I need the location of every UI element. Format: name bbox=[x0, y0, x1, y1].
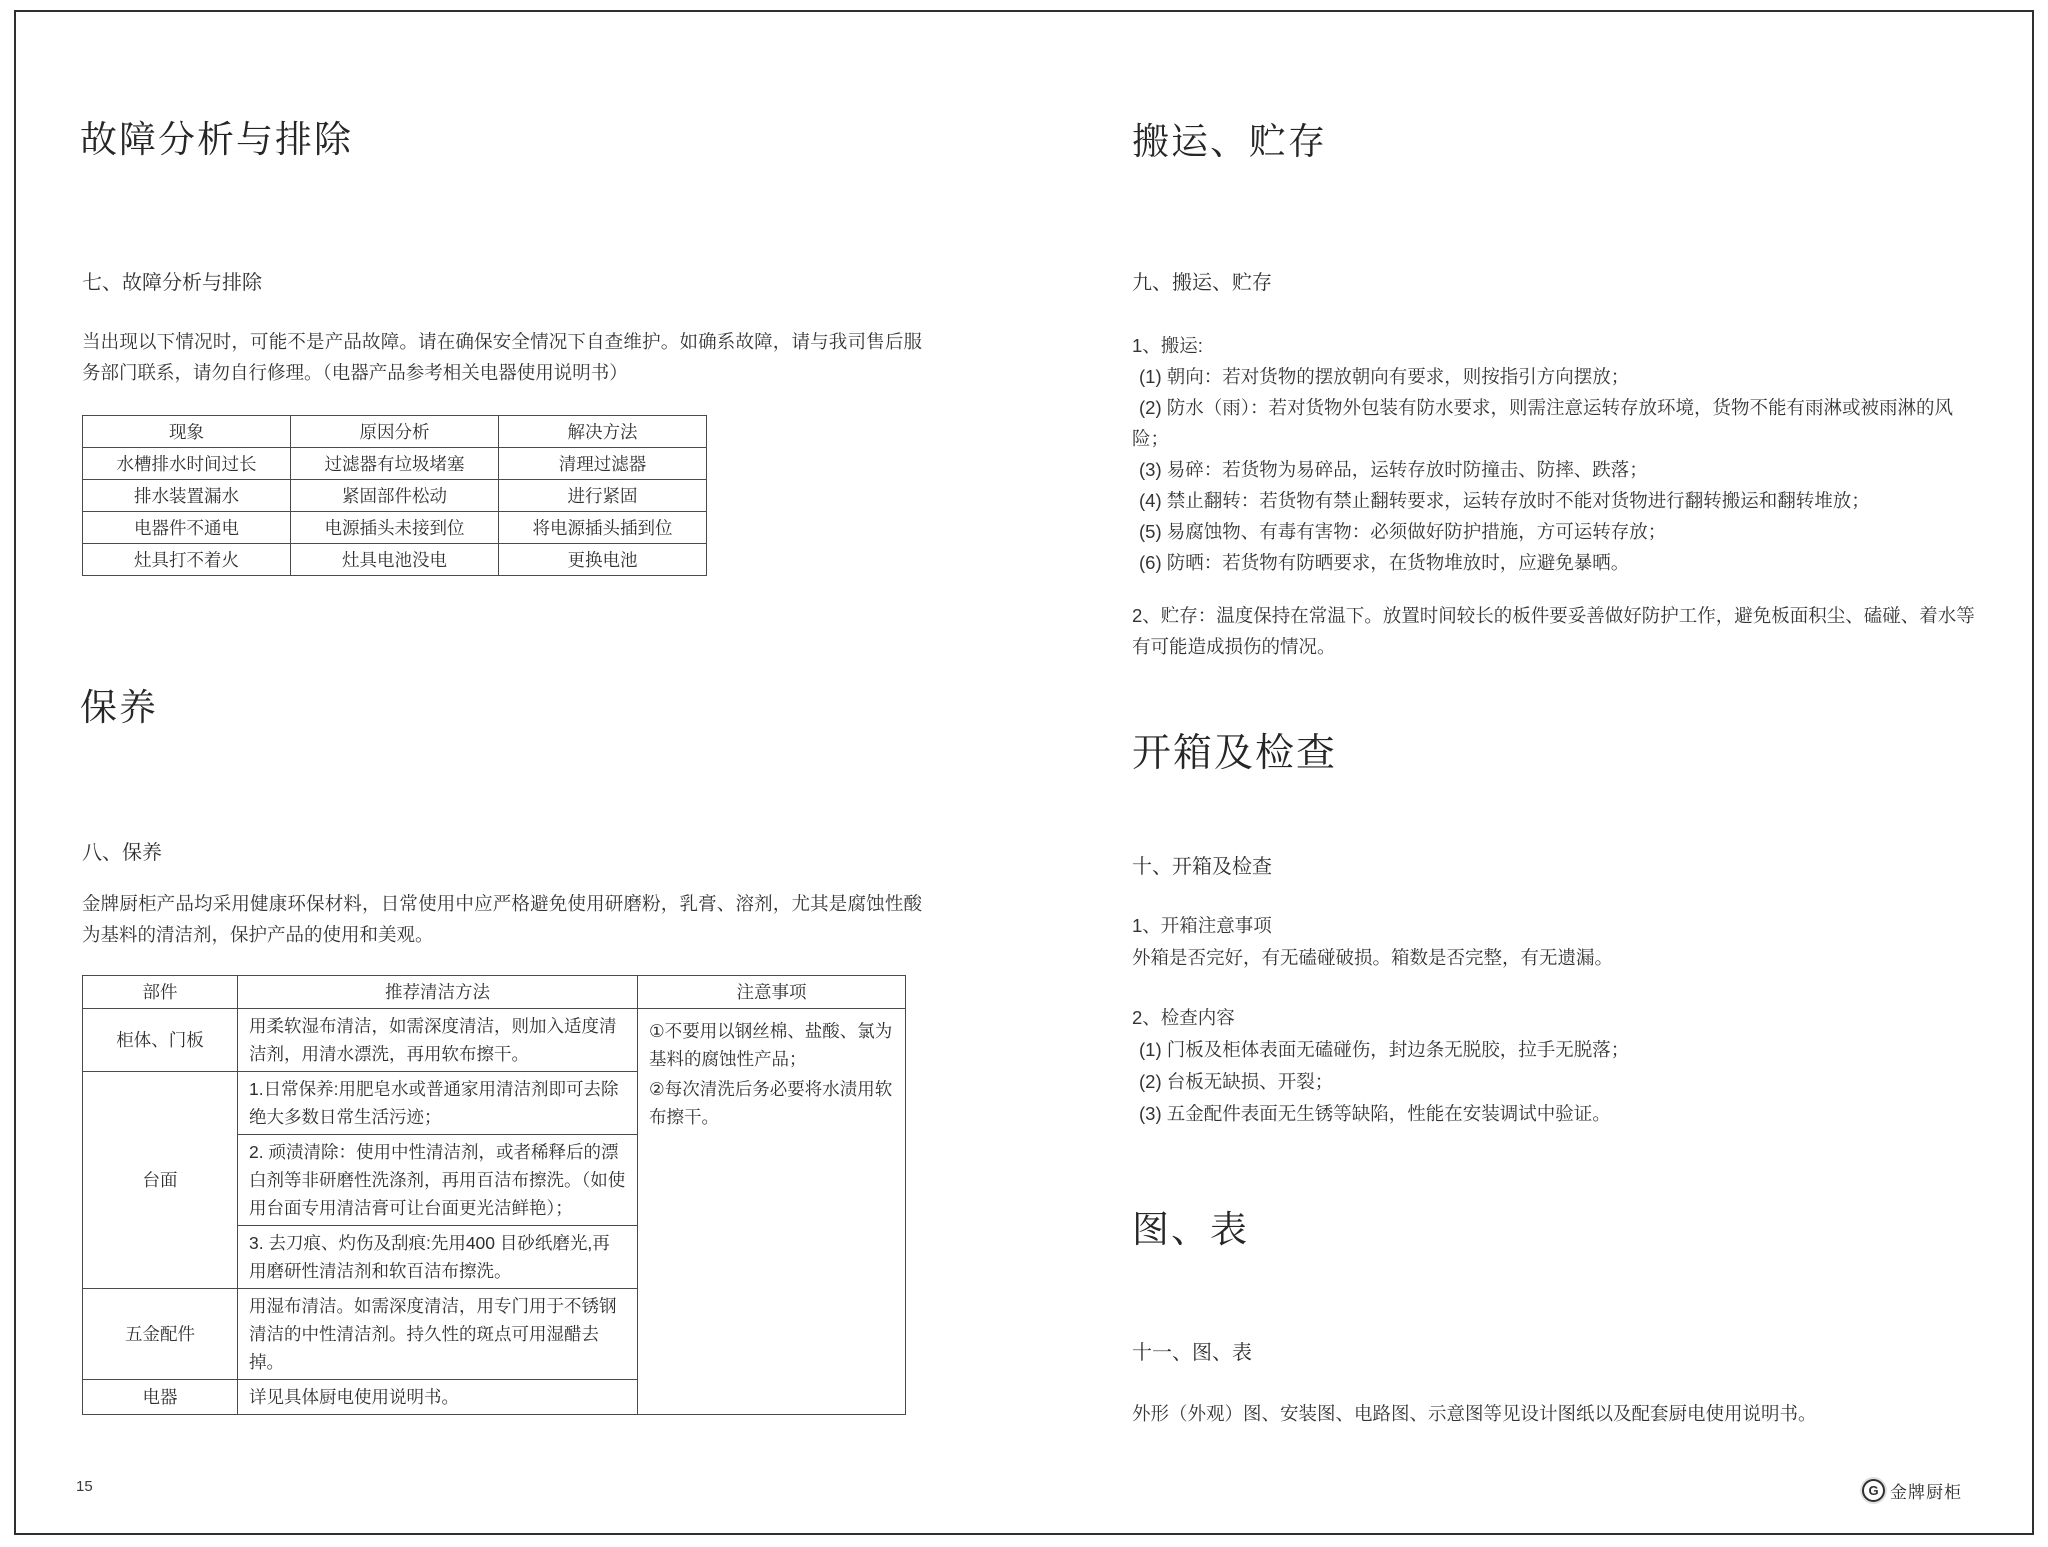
part-countertop: 台面 bbox=[83, 1072, 238, 1289]
table-row bbox=[83, 512, 707, 544]
brand-gear-icon: G bbox=[1862, 1479, 1885, 1502]
unboxing-item-1-title: 1、开箱注意事项 bbox=[1132, 915, 1272, 936]
transport-section-subheading: 九、搬运、贮存 bbox=[1132, 272, 1272, 294]
maintenance-table-header-row bbox=[83, 976, 906, 1009]
maintenance-table bbox=[82, 975, 906, 1415]
fault-section-subheading: 七、故障分析与排除 bbox=[82, 272, 262, 294]
maintenance-table-header-method: 推荐清洁方法 bbox=[238, 976, 638, 1009]
note-1: ①不要用以钢丝棉、盐酸、氯为基料的腐蚀性产品； bbox=[649, 1021, 893, 1069]
transport-list bbox=[1132, 330, 1984, 578]
table-row bbox=[83, 448, 707, 480]
unboxing-section-heading: 开箱及检查 bbox=[1132, 732, 1338, 775]
transport-subitem: (5) 易腐蚀物、有毒有害物：必须做好防护措施，方可运转存放； bbox=[1139, 521, 1667, 542]
maintenance-table-header-notes: 注意事项 bbox=[638, 976, 906, 1009]
method-countertop-3: 3. 去刀痕、灼伤及刮痕:先用400 目砂纸磨光,再用磨研性清洁剂和软百洁布擦洗。 bbox=[238, 1226, 638, 1289]
maintenance-table-header-part: 部件 bbox=[83, 976, 238, 1009]
transport-section-heading: 搬运、贮存 bbox=[1132, 121, 1327, 162]
fault-cell: 更换电池 bbox=[499, 544, 707, 576]
page-number: 15 bbox=[76, 1478, 93, 1495]
part-appliance: 电器 bbox=[83, 1380, 238, 1415]
table-row bbox=[83, 480, 707, 512]
figures-section-subheading: 十一、图、表 bbox=[1132, 1342, 1252, 1364]
fault-cell: 清理过滤器 bbox=[499, 448, 707, 480]
unboxing-item-2-title: 2、检查内容 bbox=[1132, 1007, 1235, 1028]
transport-subitem: (2) 防水（雨）：若对货物外包装有防水要求，则需注意运转存放环境，货物不能有雨淋或被雨淋的风险； bbox=[1132, 397, 1954, 449]
note-2: ②每次清洗后务必要将水渍用软布擦干。 bbox=[649, 1079, 893, 1127]
transport-subitem: (6) 防晒：若货物有防晒要求，在货物堆放时，应避免暴晒。 bbox=[1139, 552, 1630, 573]
method-countertop-1: 1.日常保养:用肥皂水或普通家用清洁剂即可去除绝大多数日常生活污迹； bbox=[238, 1072, 638, 1135]
fault-cell: 电器件不通电 bbox=[83, 512, 291, 544]
transport-item-2: 2、贮存：温度保持在常温下。放置时间较长的板件要妥善做好防护工作，避免板面积尘、磕碰、着水等有可能造成损伤的情况。 bbox=[1132, 605, 1975, 657]
maintenance-notes-cell bbox=[638, 1009, 906, 1415]
fault-table-header-cause: 原因分析 bbox=[291, 416, 499, 448]
unboxing-subitem: (2) 台板无缺损、开裂； bbox=[1139, 1071, 1334, 1092]
maintenance-intro-paragraph: 金牌厨柜产品均采用健康环保材料，日常使用中应严格避免使用研磨粉，乳膏、溶剂，尤其是腐蚀性酸为基料的清洁剂，保护产品的使用和美观。 bbox=[82, 893, 922, 945]
transport-subitem: (1) 朝向：若对货物的摆放朝向有要求，则按指引方向摆放； bbox=[1139, 366, 1630, 387]
maintenance-section-heading: 保养 bbox=[80, 687, 158, 728]
unboxing-item-1-text: 外箱是否完好，有无磕碰破损。箱数是否完整，有无遗漏。 bbox=[1132, 947, 1614, 968]
fault-table-header-solution: 解决方法 bbox=[499, 416, 707, 448]
fault-cell: 水槽排水时间过长 bbox=[83, 448, 291, 480]
unboxing-list bbox=[1132, 1034, 1984, 1130]
part-hardware: 五金配件 bbox=[83, 1289, 238, 1380]
part-cabinet: 柜体、门板 bbox=[83, 1009, 238, 1072]
transport-subitem: (3) 易碎：若货物为易碎品，运转存放时防撞击、防摔、跌落； bbox=[1139, 459, 1648, 480]
brand-name: 金牌厨柜 bbox=[1890, 1483, 1962, 1502]
fault-section-heading: 故障分析与排除 bbox=[80, 119, 353, 160]
brand-logo bbox=[1862, 1478, 1962, 1503]
unboxing-section-subheading: 十、开箱及检查 bbox=[1132, 856, 1272, 878]
transport-item-1: 1、搬运: bbox=[1132, 335, 1203, 356]
method-cabinet: 用柔软湿布清洁，如需深度清洁，则加入适度清洁剂，用清水漂洗，再用软布擦干。 bbox=[238, 1009, 638, 1072]
fault-cell: 电源插头未接到位 bbox=[291, 512, 499, 544]
figures-section-heading: 图、表 bbox=[1132, 1209, 1249, 1250]
fault-table-header-phenomenon: 现象 bbox=[83, 416, 291, 448]
unboxing-subitem: (3) 五金配件表面无生锈等缺陷，性能在安装调试中验证。 bbox=[1139, 1103, 1611, 1124]
method-countertop-2: 2. 顽渍清除：使用中性清洁剂，或者稀释后的漂白剂等非研磨性洗涤剂，再用百洁布擦洗。（如使用台面专用清洁膏可让台面更光洁鲜艳）； bbox=[238, 1135, 638, 1226]
fault-table-header-row bbox=[83, 416, 707, 448]
fault-cell: 进行紧固 bbox=[499, 480, 707, 512]
unboxing-subitem: (1) 门板及柜体表面无磕碰伤，封边条无脱胶，拉手无脱落； bbox=[1139, 1039, 1630, 1060]
fault-intro-paragraph: 当出现以下情况时，可能不是产品故障。请在确保安全情况下自查维护。如确系故障，请与我司售后服务部门联系，请勿自行修理。（电器产品参考相关电器使用说明书） bbox=[82, 331, 922, 383]
fault-cell: 将电源插头插到位 bbox=[499, 512, 707, 544]
maintenance-section-subheading: 八、保养 bbox=[82, 842, 162, 864]
method-appliance: 详见具体厨电使用说明书。 bbox=[238, 1380, 638, 1415]
fault-cell: 紧固部件松动 bbox=[291, 480, 499, 512]
method-hardware: 用湿布清洁。如需深度清洁，用专门用于不锈钢清洁的中性清洁剂。持久性的斑点可用湿醋去掉。 bbox=[238, 1289, 638, 1380]
fault-cell: 灶具打不着火 bbox=[83, 544, 291, 576]
fault-table bbox=[82, 415, 707, 576]
fault-cell: 排水装置漏水 bbox=[83, 480, 291, 512]
fault-cell: 过滤器有垃圾堵塞 bbox=[291, 448, 499, 480]
figures-text: 外形（外观）图、安装图、电路图、示意图等见设计图纸以及配套厨电使用说明书。 bbox=[1132, 1403, 1817, 1424]
table-row bbox=[83, 1009, 906, 1072]
table-row bbox=[83, 544, 707, 576]
fault-cell: 灶具电池没电 bbox=[291, 544, 499, 576]
transport-subitem: (4) 禁止翻转：若货物有禁止翻转要求，运转存放时不能对货物进行翻转搬运和翻转堆放； bbox=[1139, 490, 1870, 511]
